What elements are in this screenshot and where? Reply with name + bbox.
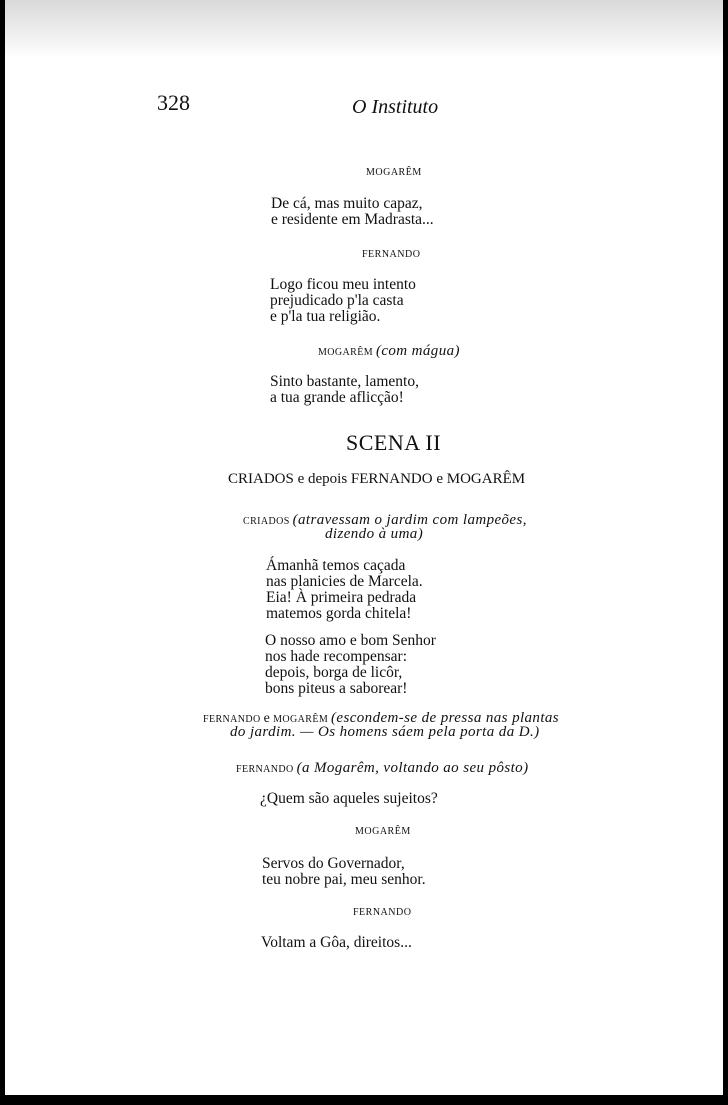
speaker-fernando: FERNANDO	[353, 907, 412, 918]
speaker-line-mogarem	[318, 343, 460, 360]
verse-line: teu nobre pai, meu senhor.	[262, 871, 426, 888]
verse-block-7	[262, 856, 426, 888]
verse-line: Ámanhã temos caçada	[266, 557, 406, 574]
scan-right-border	[723, 0, 728, 1105]
stage-direction-cont: do jardim. — Os homens sáem pela porta da D.)	[230, 724, 540, 740]
verse-stanza-1	[266, 558, 423, 622]
verse-block-8	[261, 935, 412, 951]
verse-stanza-2	[265, 633, 436, 697]
verse-line: a tua grande aflicção!	[270, 389, 404, 406]
verse-line: O nosso amo e bom Senhor	[265, 632, 436, 649]
verse-line: Voltam a Gôa, direitos...	[261, 934, 412, 951]
stage-direction: (atravessam o jardim com lampeões,	[292, 512, 527, 528]
verse-block-6	[260, 791, 438, 807]
scene-cast: CRIADOS e depois FERNANDO e MOGARÊM	[228, 471, 526, 487]
verse-line: nas planicies de Marcela.	[266, 573, 423, 590]
speaker-mogarem: MOGARÊM	[355, 826, 411, 837]
speaker-name: MOGARÊM	[318, 347, 374, 358]
scan-left-border	[0, 0, 5, 1105]
speaker-name: FERNANDO	[203, 714, 261, 725]
verse-line: depois, borga de licôr,	[265, 664, 403, 681]
verse-line: matemos gorda chitela!	[266, 605, 412, 622]
scan-top-shadow	[0, 0, 728, 58]
speaker-name: CRIADOS	[243, 516, 290, 527]
verse-line: Sinto bastante, lamento,	[270, 373, 419, 390]
scene-title: SCENA II	[346, 430, 442, 455]
verse-line: nos hade recompensar:	[265, 648, 408, 665]
verse-line: ¿Quem são aqueles sujeitos?	[260, 790, 438, 807]
verse-block-3	[270, 374, 419, 406]
verse-block-2	[270, 277, 416, 325]
verse-line: prejudicado p'la casta	[270, 292, 404, 309]
stage-direction-cont: dizendo à uma)	[325, 526, 424, 542]
verse-block-1	[271, 196, 434, 228]
verse-line: De cá, mas muito capaz,	[271, 195, 423, 212]
running-title: O Instituto	[352, 96, 439, 118]
verse-line: Eia! À primeira pedrada	[266, 589, 417, 606]
speaker-fernando: FERNANDO	[362, 249, 421, 260]
stage-direction: (escondem-se de pressa nas plantas	[331, 710, 560, 726]
verse-line: e residente em Madrasta...	[271, 211, 434, 228]
speaker-mogarem: MOGARÊM	[366, 167, 422, 178]
stage-direction: (com mágua)	[375, 343, 460, 359]
verse-line: e p'la tua religião.	[270, 308, 381, 325]
speaker-name: MOGARÊM	[273, 714, 329, 725]
verse-line: Logo ficou meu intento	[270, 276, 416, 293]
scan-bottom-border	[0, 1095, 728, 1105]
speaker-line-fernando	[236, 760, 528, 777]
page-number: 328	[157, 90, 190, 115]
conjunction: e	[263, 711, 271, 726]
verse-line: bons piteus a saborear!	[265, 680, 408, 697]
verse-line: Servos do Governador,	[262, 855, 405, 872]
stage-direction: (a Mogarêm, voltando ao seu pôsto)	[296, 760, 529, 776]
speaker-name: FERNANDO	[236, 764, 294, 775]
